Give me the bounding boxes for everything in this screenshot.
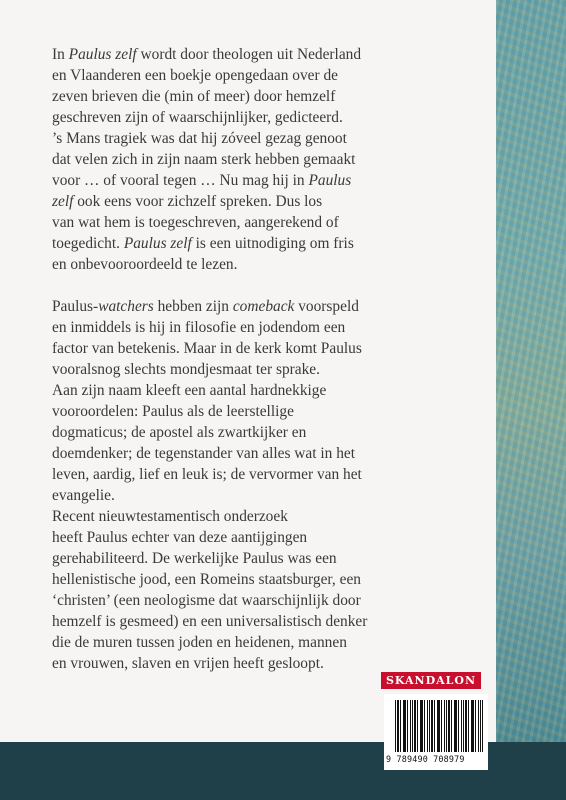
italic-text: Paulus zelf (68, 46, 137, 63)
text-span: voor … of vooral tegen … Nu mag hij in (52, 172, 309, 189)
text-line (52, 191, 492, 212)
paragraph-body (52, 296, 492, 674)
text-line (52, 443, 492, 464)
paragraph-intro (52, 44, 492, 275)
italic-text: zelf (52, 193, 74, 210)
barcode-icon (395, 700, 483, 752)
text-span: en vrouwen, slaven en vrijen heeft gesloopt. (52, 655, 324, 672)
text-span: Paulus- (52, 298, 99, 315)
text-span: dogmaticus; de apostel als zwartkijker en (52, 424, 307, 441)
text-span: factor van betekenis. Maar in de kerk komt Paulus (52, 340, 362, 357)
text-span: toegedicht. (52, 235, 124, 252)
italic-text: Paulus (308, 172, 352, 189)
text-line (52, 296, 492, 317)
text-line (52, 611, 492, 632)
text-line (52, 65, 492, 86)
text-span: geschreven zijn of waarschijnlijker, gedicteerd. (52, 109, 343, 126)
text-span: hemzelf is gesmeed) en een universalistisch denker (52, 613, 368, 630)
isbn-number: 9 789490 708979 (386, 754, 465, 764)
text-span: evangelie. (52, 487, 115, 504)
italic-text: comeback (232, 298, 295, 315)
text-line (52, 485, 492, 506)
text-span: ’s Mans tragiek was dat hij zóveel gezag genoot (52, 130, 347, 147)
text-line (52, 590, 492, 611)
text-line (52, 506, 492, 527)
text-line (52, 44, 492, 65)
text-span: vooroordelen: Paulus als de leerstellige (52, 403, 294, 420)
text-line (52, 338, 492, 359)
text-line (52, 653, 492, 674)
text-span: Aan zijn naam kleeft een aantal hardnekkige (52, 382, 327, 399)
text-line (52, 548, 492, 569)
text-line (52, 170, 492, 191)
text-span: van wat hem is toegeschreven, aangerekend of (52, 214, 339, 231)
text-line (52, 569, 492, 590)
text-span: en inmiddels is hij in filosofie en jodendom een (52, 319, 346, 336)
text-span: en Vlaanderen een boekje opengedaan over de (52, 67, 339, 84)
text-line (52, 212, 492, 233)
publisher-logo: SKANDALON (381, 672, 481, 689)
text-span: is een uitnodiging om fris (191, 235, 354, 252)
text-span: en onbevooroordeeld te lezen. (52, 256, 238, 273)
text-span: vooralsnog slechts mondjesmaat ter sprake. (52, 361, 320, 378)
text-span: voorspeld (294, 298, 359, 315)
cover-spine-texture (496, 0, 566, 742)
text-span: heeft Paulus echter van deze aantijgingen (52, 529, 308, 546)
italic-text: Paulus zelf (123, 235, 192, 252)
text-line (52, 464, 492, 485)
text-line (52, 128, 492, 149)
text-span: hebben zijn (153, 298, 233, 315)
text-line (52, 254, 492, 275)
text-line (52, 107, 492, 128)
text-line (52, 86, 492, 107)
text-line (52, 401, 492, 422)
text-line (52, 233, 492, 254)
text-line (52, 359, 492, 380)
text-span: doemdenker; de tegenstander van alles wat in het (52, 445, 355, 462)
text-line (52, 422, 492, 443)
text-span: In (52, 46, 69, 63)
italic-text: watchers (98, 298, 154, 315)
blurb-text (52, 44, 492, 695)
barcode (384, 694, 488, 770)
text-span: wordt door theologen uit Nederland (136, 46, 362, 63)
text-line (52, 632, 492, 653)
text-span: Recent nieuwtestamentisch onderzoek (52, 508, 288, 525)
text-line (52, 317, 492, 338)
text-span: gerehabiliteerd. De werkelijke Paulus was een (52, 550, 337, 567)
text-line (52, 527, 492, 548)
text-line (52, 380, 492, 401)
text-span: leven, aardig, lief en leuk is; de vervormer van het (52, 466, 362, 483)
text-span: zeven brieven die (min of meer) door hemzelf (52, 88, 336, 105)
text-span: dat velen zich in zijn naam sterk hebben gemaakt (52, 151, 356, 168)
text-span: ‘christen’ (een neologisme dat waarschijnlijk door (52, 592, 361, 609)
text-span: die de muren tussen joden en heidenen, mannen (52, 634, 347, 651)
text-span: hellenistische jood, een Romeins staatsburger, een (52, 571, 361, 588)
text-span: ook eens voor zichzelf spreken. Dus los (73, 193, 323, 210)
text-line (52, 149, 492, 170)
